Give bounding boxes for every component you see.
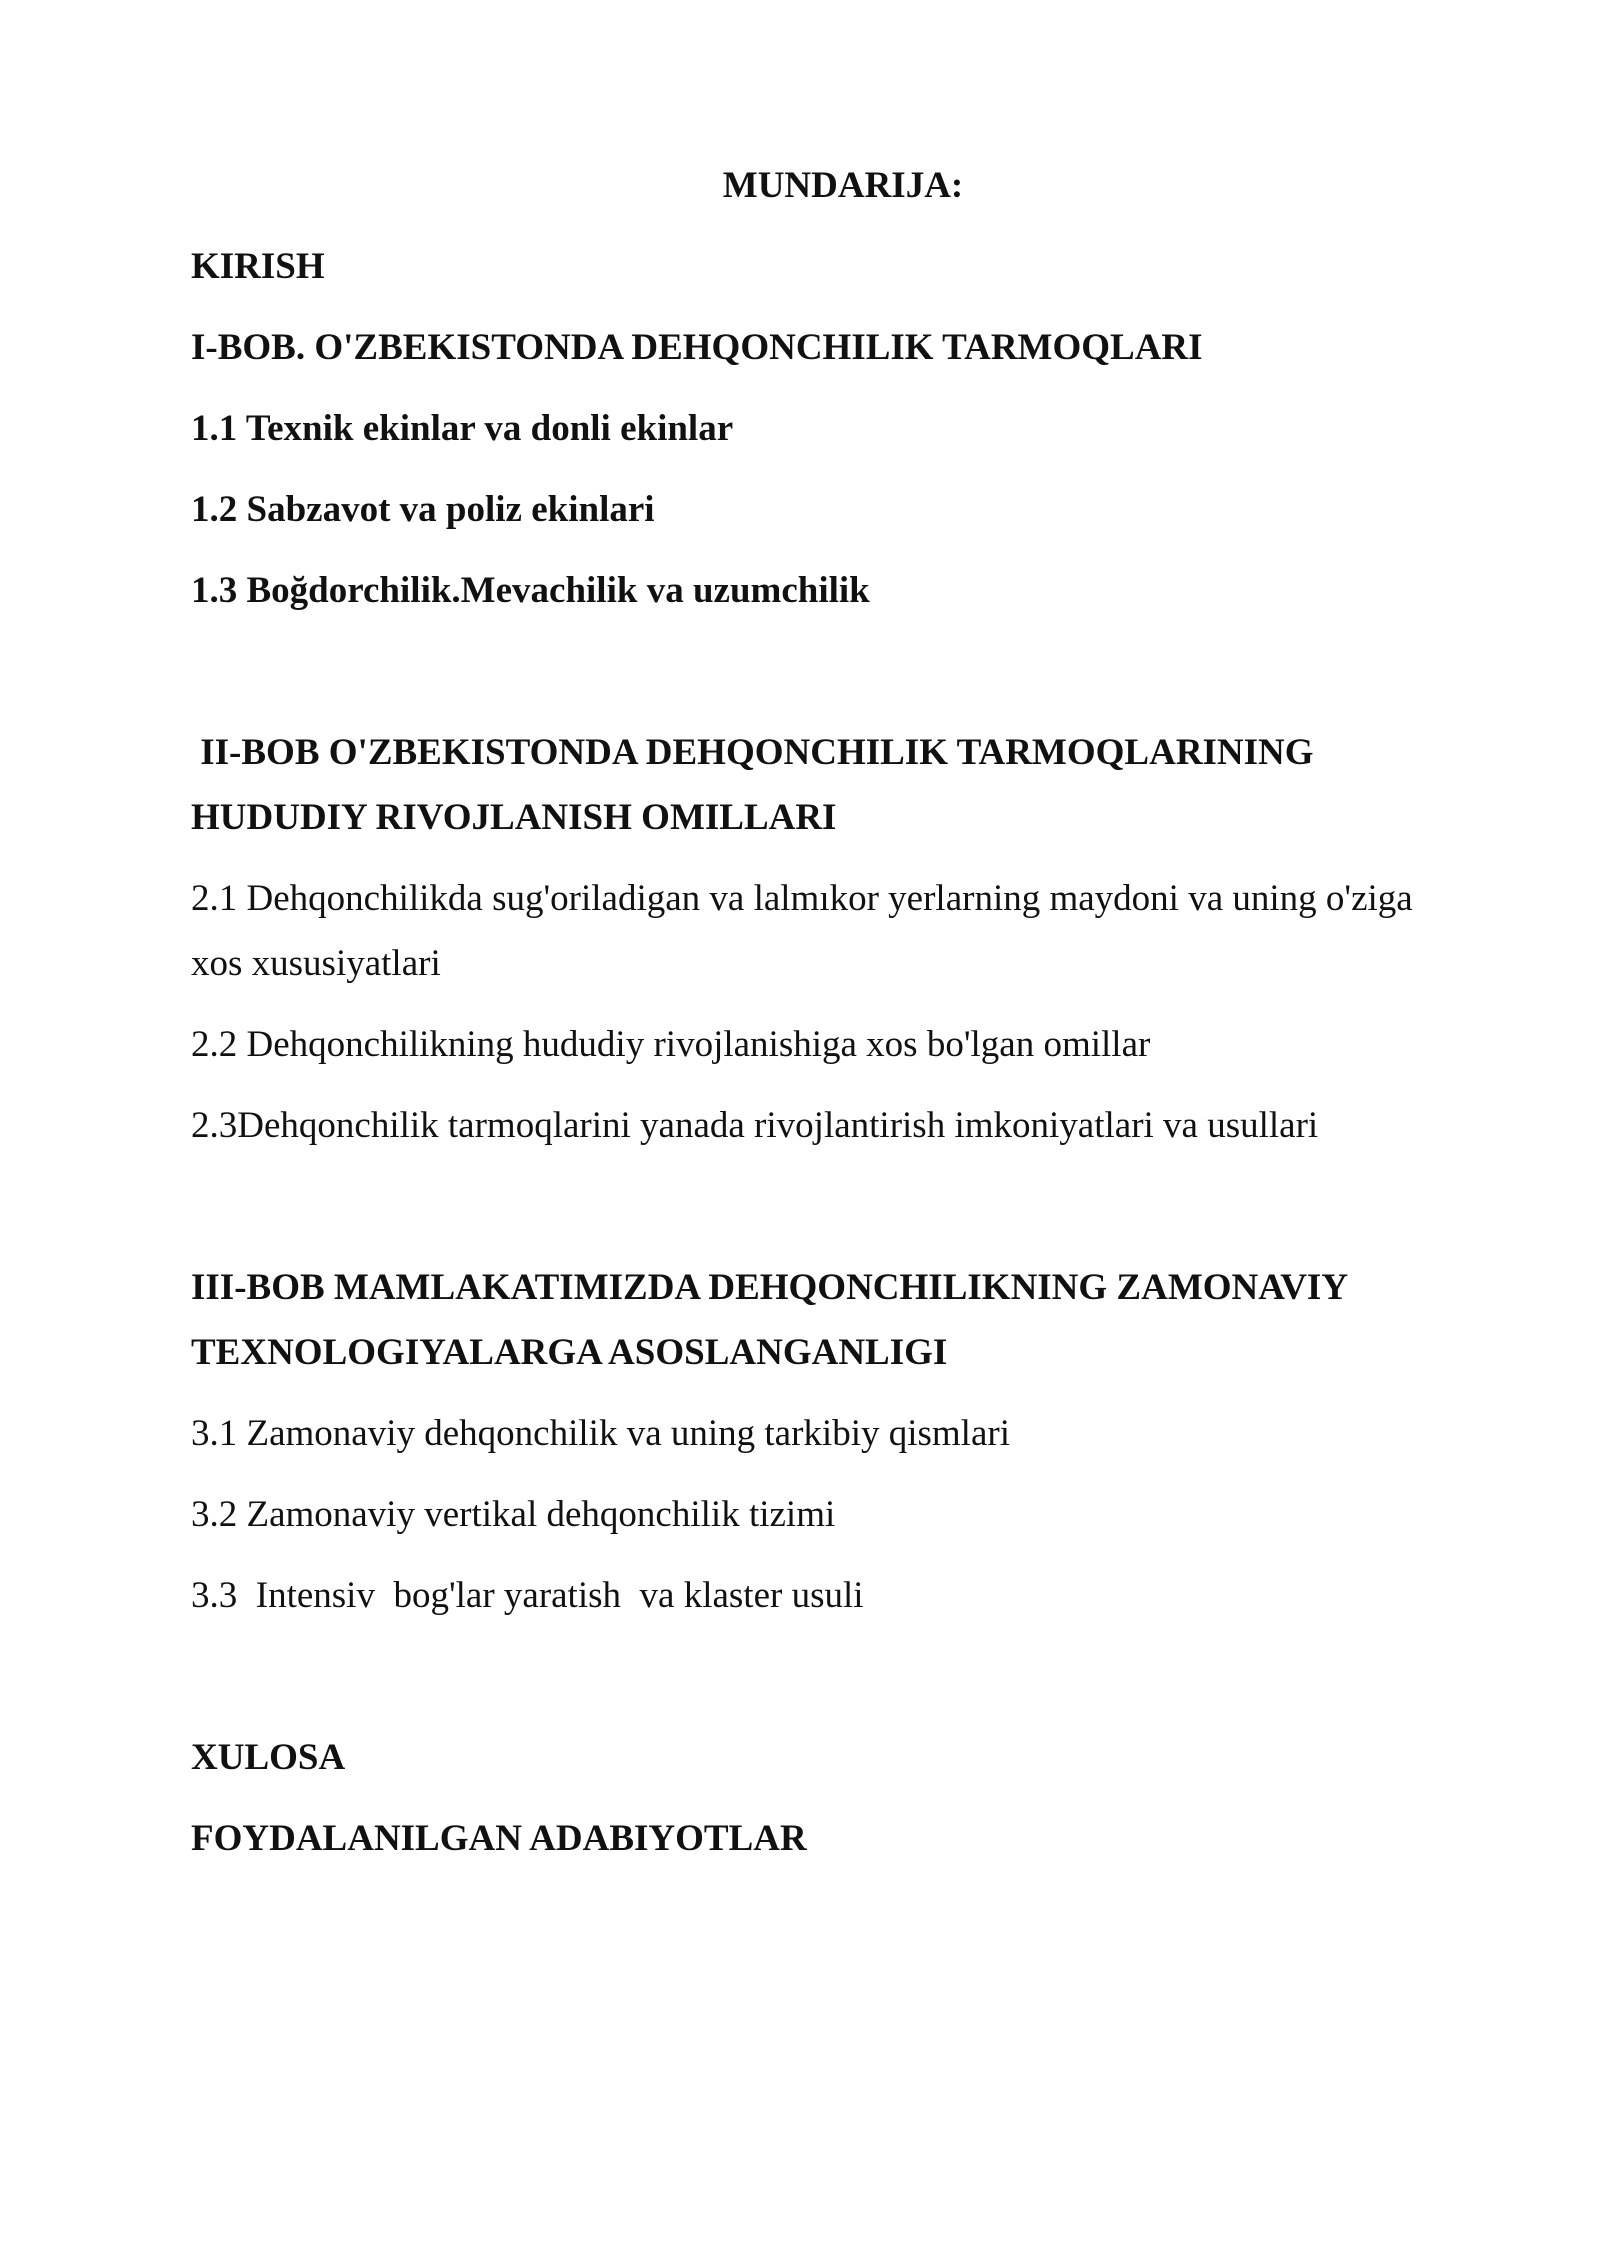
toc-section-2-1-line1: 2.1 Dehqonchilikda sug'oriladigan va lalmıkor yerlarning maydoni va uning o'ziga: [191, 878, 1413, 919]
toc-section-1-3: 1.3 Boğdorchilik.Mevachilik va uzumchilik: [191, 570, 870, 611]
toc-section-1-1: 1.1 Texnik ekinlar va donli ekinlar: [191, 408, 734, 449]
toc-entry-adabiyotlar: FOYDALANILGAN ADABIYOTLAR: [191, 1818, 807, 1859]
toc-section-2-2: 2.2 Dehqonchilikning hududiy rivojlanishiga xos bo'lgan omillar: [191, 1024, 1151, 1065]
toc-chapter-3-heading-line1: III-BOB MAMLAKATIMIZDA DEHQONCHILIKNING ZAMONAVIY: [191, 1267, 1349, 1308]
page-title: MUNDARIJA:: [722, 165, 964, 206]
toc-chapter-1-heading: I-BOB. O'ZBEKISTONDA DEHQONCHILIK TARMOQLARI: [191, 327, 1203, 368]
toc-section-1-2: 1.2 Sabzavot va poliz ekinlari: [191, 489, 655, 530]
toc-entry-kirish: KIRISH: [191, 246, 325, 287]
toc-chapter-2-heading-line2: HUDUDIY RIVOJLANISH OMILLARI: [191, 797, 837, 838]
toc-chapter-3-heading-line2: TEXNOLOGIYALARGA ASOSLANGANLIGI: [191, 1332, 948, 1373]
toc-section-2-3: 2.3Dehqonchilik tarmoqlarini yanada rivojlantirish imkoniyatlari va usullari: [191, 1105, 1319, 1146]
toc-entry-xulosa: XULOSA: [191, 1737, 346, 1778]
toc-section-3-3: 3.3 Intensiv bog'lar yaratish va klaster usuli: [191, 1575, 864, 1616]
toc-section-3-1: 3.1 Zamonaviy dehqonchilik va uning tarkibiy qismlari: [191, 1413, 1010, 1454]
toc-chapter-2-heading-line1: II-BOB O'ZBEKISTONDA DEHQONCHILIK TARMOQLARINING: [191, 732, 1314, 773]
toc-section-2-1-line2: xos xususiyatlari: [191, 943, 441, 984]
toc-section-3-2: 3.2 Zamonaviy vertikal dehqonchilik tizimi: [191, 1494, 836, 1535]
